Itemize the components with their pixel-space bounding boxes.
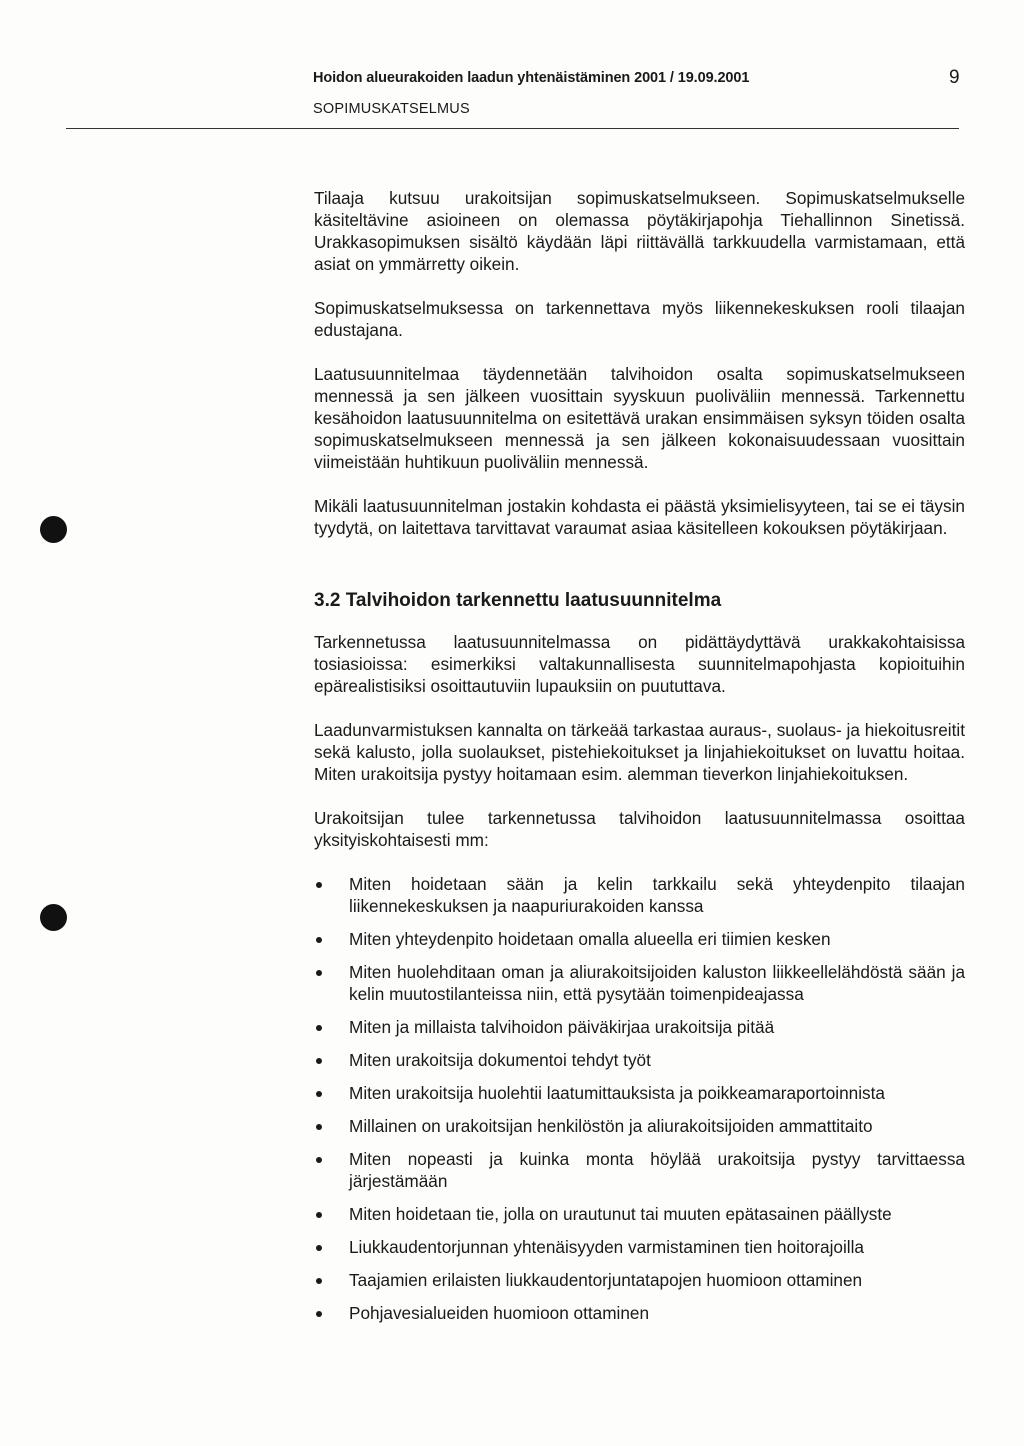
page-number: 9 (949, 67, 960, 88)
header-subtitle: SOPIMUSKATSELMUS (313, 101, 470, 117)
list-item: Miten ja millaista talvihoidon päiväkirjaa urakoitsija pitää (314, 1016, 965, 1038)
punch-hole-icon (40, 904, 67, 931)
paragraph: Mikäli laatusuunnitelman jostakin kohdasta ei päästä yksimielisyyteen, tai se ei täysin tyydytä, on laitettava tarvittavat varaumat asiaa käsitelleen kokouksen pöytäkirjaan. (314, 496, 965, 538)
list-item: Miten hoidetaan sään ja kelin tarkkailu sekä yhteydenpito tilaajan liikennekeskuksen ja naapuriurakoiden kanssa (314, 873, 965, 917)
paragraph: Sopimuskatselmuksessa on tarkennettava myös liikennekeskuksen rooli tilaajan edustajana. (314, 298, 965, 340)
section-heading: 3.2 Talvihoidon tarkennettu laatusuunnitelma (314, 590, 722, 611)
paragraph: Laadunvarmistuksen kannalta on tärkeää tarkastaa auraus-, suolaus- ja hiekoitusreitit sekä kalusto, jolla suolaukset, pistehiekoitukset ja linjahiekoitukset on luvattu hoitaa. Miten urakoitsija pystyy hoitamaan esim. alemman tieverkon linjahiekoituksen. (314, 720, 965, 784)
bullet-list (314, 873, 965, 1324)
list-item: Taajamien erilaisten liukkaudentorjuntatapojen huomioon ottaminen (314, 1269, 965, 1291)
list-item: Miten yhteydenpito hoidetaan omalla alueella eri tiimien kesken (314, 928, 965, 950)
list-item: Miten urakoitsija dokumentoi tehdyt työt (314, 1049, 965, 1071)
list-item: Miten hoidetaan tie, jolla on urautunut tai muuten epätasainen päällyste (314, 1203, 965, 1225)
list-item: Liukkaudentorjunnan yhtenäisyyden varmistaminen tien hoitorajoilla (314, 1236, 965, 1258)
list-item: Pohjavesialueiden huomioon ottaminen (314, 1302, 965, 1324)
list-item: Miten huolehditaan oman ja aliurakoitsijoiden kaluston liikkeellelähdöstä sään ja kelin muutostilanteissa niin, että pysytään toimenpideajassa (314, 961, 965, 1005)
list-item: Millainen on urakoitsijan henkilöstön ja aliurakoitsijoiden ammattitaito (314, 1115, 965, 1137)
paragraph: Tilaaja kutsuu urakoitsijan sopimuskatselmukseen. Sopimuskatselmukselle käsiteltävine asioineen on olemassa pöytäkirjapohja Tiehallinnon Sinetissä. Urakkasopimuksen sisältö käydään läpi riittävällä tarkkuudella varmistamaan, että asiat on ymmärretty oikein. (314, 188, 965, 274)
list-item: Miten nopeasti ja kuinka monta höylää urakoitsija pystyy tarvittaessa järjestämään (314, 1148, 965, 1192)
paragraph: Tarkennetussa laatusuunnitelmassa on pidättäydyttävä urakkakohtaisissa tosiasioissa: esimerkiksi valtakunnallisesta suunnitelmapohjasta kopioituihin epärealistisiksi osoittautuviin lupauksiin on puututtava. (314, 632, 965, 696)
paragraph: Urakoitsijan tulee tarkennetussa talvihoidon laatusuunnitelmassa osoittaa yksityiskohtaisesti mm: (314, 808, 965, 850)
body-content (314, 187, 965, 1335)
paragraph: Laatusuunnitelmaa täydennetään talvihoidon osalta sopimuskatselmukseen mennessä ja sen jälkeen vuosittain syyskuun puoliväliin mennessä. Tarkennettu kesähoidon laatusuunnitelma on esitettävä urakan ensimmäisen syksyn töiden osalta sopimuskatselmukseen mennessä ja sen jälkeen kokonaisuudessaan vuosittain viimeistään huhtikuun puoliväliin mennessä. (314, 364, 965, 472)
list-item: Miten urakoitsija huolehtii laatumittauksista ja poikkeamaraportoinnista (314, 1082, 965, 1104)
header-title: Hoidon alueurakoiden laadun yhtenäistäminen 2001 / 19.09.2001 (313, 70, 750, 86)
header-divider (66, 128, 959, 129)
punch-hole-icon (40, 516, 67, 543)
